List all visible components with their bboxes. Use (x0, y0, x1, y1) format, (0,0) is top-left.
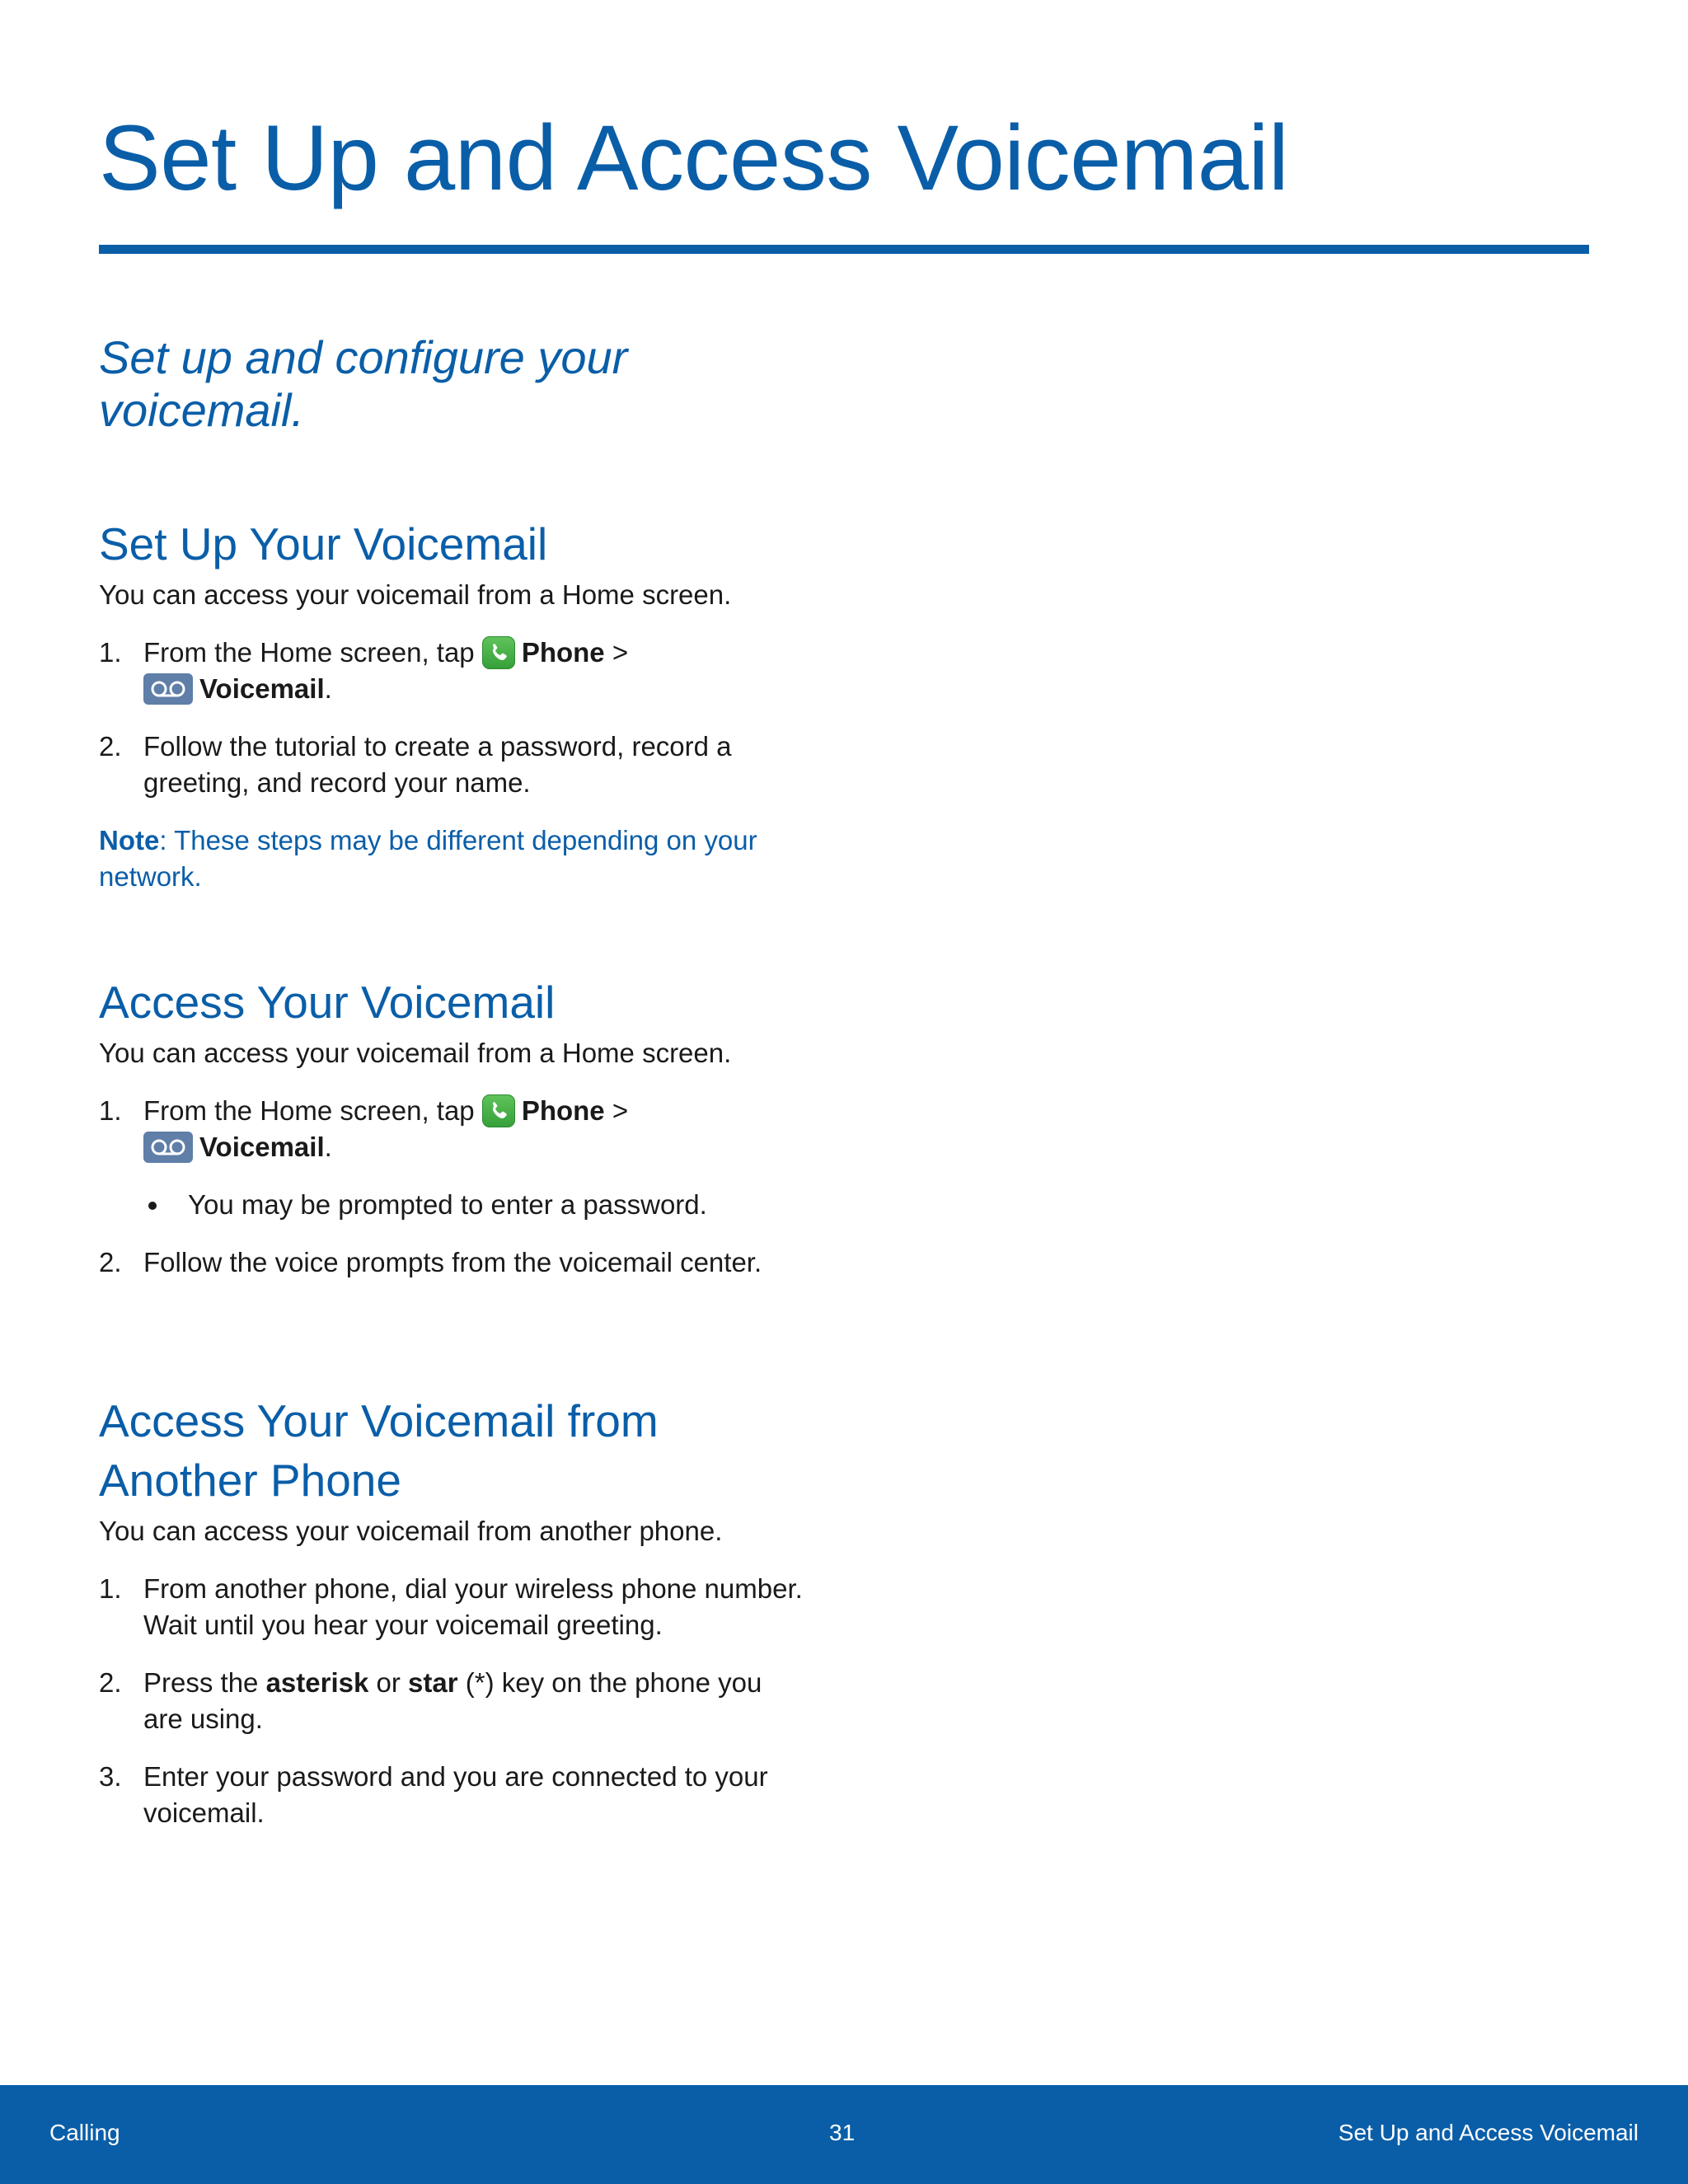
section-intro: You can access your voicemail from a Home screen. (99, 579, 732, 610)
phone-icon (482, 1094, 515, 1127)
step-list (99, 635, 808, 801)
step-item (99, 1093, 808, 1223)
step-text: Enter your password and you are connected to your voicemail. (143, 1761, 768, 1828)
step-punct: . (324, 673, 332, 704)
step-text: From another phone, dial your wireless phone number. Wait until you hear your voicemail greeting. (143, 1573, 803, 1640)
section-access-from-another-phone (99, 1391, 808, 1831)
step-item (99, 1665, 808, 1737)
step-list (99, 1571, 808, 1831)
step-punct: . (324, 1132, 332, 1162)
voicemail-icon (143, 1132, 193, 1163)
step-number: 2. (99, 1667, 122, 1698)
step-text: Follow the voice prompts from the voicemail center. (143, 1247, 762, 1277)
page-number: 31 (829, 2120, 856, 2145)
step-text: or (376, 1667, 401, 1698)
step-item (99, 635, 808, 707)
voicemail-icon (143, 673, 193, 705)
step-item (99, 1244, 808, 1281)
step-text: (*) key on the phone you are using. (143, 1667, 762, 1734)
step-number: 2. (99, 731, 122, 762)
bullet-item: You may be prompted to enter a password. (143, 1187, 808, 1223)
title-divider (99, 245, 1589, 254)
step-separator: > (612, 1095, 629, 1126)
step-number: 1. (99, 1095, 122, 1126)
page-footer (0, 2085, 1688, 2184)
phone-label: Phone (521, 1095, 605, 1126)
step-separator: > (612, 637, 629, 668)
step-item (99, 729, 808, 801)
step-item (99, 1759, 808, 1831)
note-text: : These steps may be different depending on your network. (99, 825, 757, 892)
section-heading: Access Your Voicemail from Another Phone (99, 1395, 659, 1506)
phone-label: Phone (521, 637, 605, 668)
step-list (99, 1093, 808, 1281)
star-label: star (408, 1667, 458, 1698)
section-access-voicemail (99, 972, 808, 1281)
page-subtitle: Set up and configure your voicemail. (99, 331, 628, 436)
page-title: Set Up and Access Voicemail (99, 106, 1289, 209)
note-label: Note (99, 825, 160, 855)
step-text: From the Home screen, tap (143, 1095, 475, 1126)
step-number: 1. (99, 637, 122, 668)
section-intro: You can access your voicemail from another phone. (99, 1516, 723, 1546)
step-number: 3. (99, 1761, 122, 1792)
step-text: Press the (143, 1667, 259, 1698)
asterisk-label: asterisk (265, 1667, 369, 1698)
section-heading: Set Up Your Voicemail (99, 518, 548, 569)
step-number: 2. (99, 1247, 122, 1277)
note (99, 823, 808, 895)
section-intro: You can access your voicemail from a Home screen. (99, 1038, 732, 1068)
step-item (99, 1571, 808, 1643)
voicemail-label: Voicemail (199, 1132, 325, 1162)
step-text: Follow the tutorial to create a password, record a greeting, and record your name. (143, 731, 732, 798)
step-text: From the Home screen, tap (143, 637, 475, 668)
phone-icon (482, 636, 515, 669)
footer-section-title: Set Up and Access Voicemail (1338, 2120, 1639, 2145)
section-heading: Access Your Voicemail (99, 977, 556, 1028)
footer-chapter: Calling (49, 2120, 120, 2145)
step-number: 1. (99, 1573, 122, 1604)
section-set-up-voicemail (99, 514, 808, 895)
bullet-list (143, 1187, 808, 1223)
voicemail-label: Voicemail (199, 673, 325, 704)
